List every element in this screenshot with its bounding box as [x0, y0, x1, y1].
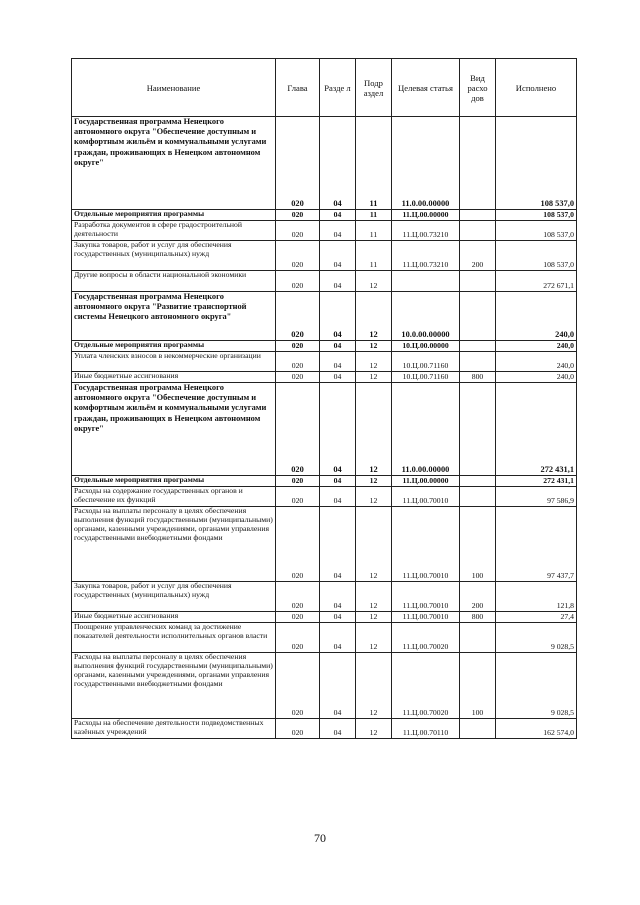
cell-subsection: 11	[356, 117, 392, 210]
cell-target-item: 11.0.00.00000	[392, 117, 460, 210]
cell-section: 04	[320, 612, 356, 623]
cell-executed: 108 537,0	[496, 117, 577, 210]
cell-executed: 108 537,0	[496, 241, 577, 271]
cell-target-item: 11.Ц.00.70020	[392, 623, 460, 653]
cell-expense-type	[460, 719, 496, 739]
cell-name: Государственная программа Ненецкого автономного округа "Обеспечение доступным и комфортным жильём и коммунальными услугами граждан, проживающих в Ненецком автономном округе"	[72, 383, 276, 476]
cell-section: 04	[320, 487, 356, 507]
header-section: Разде л	[320, 59, 356, 117]
cell-target-item: 10.Ц.00.71160	[392, 352, 460, 372]
cell-section: 04	[320, 210, 356, 221]
cell-expense-type	[460, 476, 496, 487]
cell-executed: 240,0	[496, 292, 577, 341]
cell-section: 04	[320, 271, 356, 292]
cell-name: Отдельные мероприятия программы	[72, 341, 276, 352]
table-row	[72, 487, 577, 507]
cell-executed: 97 586,9	[496, 487, 577, 507]
cell-target-item: 11.0.00.00000	[392, 383, 460, 476]
cell-chapter: 020	[276, 352, 320, 372]
cell-executed: 272 431,1	[496, 476, 577, 487]
cell-expense-type	[460, 352, 496, 372]
cell-executed: 162 574,0	[496, 719, 577, 739]
cell-subsection: 12	[356, 653, 392, 719]
header-chapter: Глава	[276, 59, 320, 117]
table-row	[72, 623, 577, 653]
cell-name: Иные бюджетные ассигнования	[72, 612, 276, 623]
cell-expense-type: 100	[460, 507, 496, 582]
cell-section: 04	[320, 507, 356, 582]
header-subsection: Подр аздел	[356, 59, 392, 117]
cell-expense-type	[460, 271, 496, 292]
cell-chapter: 020	[276, 623, 320, 653]
cell-target-item: 10.Ц.00.00000	[392, 341, 460, 352]
cell-executed: 121,8	[496, 582, 577, 612]
cell-section: 04	[320, 241, 356, 271]
cell-expense-type	[460, 383, 496, 476]
cell-section: 04	[320, 341, 356, 352]
cell-name: Отдельные мероприятия программы	[72, 476, 276, 487]
header-target-item: Целевая статья	[392, 59, 460, 117]
table-row	[72, 271, 577, 292]
table-row	[72, 582, 577, 612]
header-expense-type: Вид расхо дов	[460, 59, 496, 117]
table-row	[72, 221, 577, 241]
cell-section: 04	[320, 623, 356, 653]
cell-name: Уплата членских взносов в некоммерческие организации	[72, 352, 276, 372]
table-row	[72, 341, 577, 352]
cell-section: 04	[320, 352, 356, 372]
cell-executed: 240,0	[496, 352, 577, 372]
cell-executed: 272 431,1	[496, 383, 577, 476]
table-row	[72, 653, 577, 719]
cell-name: Государственная программа Ненецкого автономного округа "Обеспечение доступным и комфортным жильём и коммунальными услугами граждан, проживающих в Ненецком автономном округе"	[72, 117, 276, 210]
table-row	[72, 719, 577, 739]
table-row	[72, 476, 577, 487]
cell-target-item: 11.Ц.00.73210	[392, 221, 460, 241]
table-row	[72, 372, 577, 383]
cell-name: Иные бюджетные ассигнования	[72, 372, 276, 383]
table-row	[72, 383, 577, 476]
table-row	[72, 210, 577, 221]
cell-expense-type: 200	[460, 241, 496, 271]
cell-target-item: 11.Ц.00.70020	[392, 653, 460, 719]
cell-subsection: 12	[356, 372, 392, 383]
cell-target-item: 11.Ц.00.70010	[392, 487, 460, 507]
cell-executed: 272 671,1	[496, 271, 577, 292]
cell-chapter: 020	[276, 582, 320, 612]
table-row	[72, 117, 577, 210]
budget-execution-table	[71, 58, 577, 739]
cell-chapter: 020	[276, 383, 320, 476]
cell-chapter: 020	[276, 341, 320, 352]
cell-name: Поощрение управленческих команд за достижение показателей деятельности исполнительных органов власти	[72, 623, 276, 653]
cell-target-item: 11.Ц.00.70110	[392, 719, 460, 739]
cell-section: 04	[320, 292, 356, 341]
cell-subsection: 11	[356, 221, 392, 241]
cell-subsection: 12	[356, 487, 392, 507]
cell-expense-type	[460, 117, 496, 210]
cell-target-item: 11.Ц.00.00000	[392, 476, 460, 487]
cell-target-item	[392, 271, 460, 292]
cell-expense-type: 800	[460, 372, 496, 383]
cell-executed: 240,0	[496, 341, 577, 352]
header-name: Наименование	[72, 59, 276, 117]
page-number: 70	[314, 831, 326, 845]
cell-target-item: 11.Ц.00.70010	[392, 507, 460, 582]
cell-subsection: 12	[356, 476, 392, 487]
cell-subsection: 12	[356, 352, 392, 372]
cell-section: 04	[320, 117, 356, 210]
cell-target-item: 11.Ц.00.70010	[392, 612, 460, 623]
cell-name: Расходы на выплаты персоналу в целях обеспечения выполнения функций государственными (муниципальными) органами, казенными учреждениями, органами управления государственными внебюджетными фондами	[72, 507, 276, 582]
cell-expense-type	[460, 487, 496, 507]
cell-subsection: 12	[356, 612, 392, 623]
table-header-row	[72, 59, 577, 117]
table-body	[72, 117, 577, 739]
cell-section: 04	[320, 372, 356, 383]
cell-section: 04	[320, 582, 356, 612]
cell-expense-type	[460, 292, 496, 341]
cell-name: Закупка товаров, работ и услуг для обеспечения государственных (муниципальных) нужд	[72, 582, 276, 612]
cell-name: Расходы на содержание государственных органов и обеспечение их функций	[72, 487, 276, 507]
cell-expense-type	[460, 210, 496, 221]
cell-executed: 9 028,5	[496, 623, 577, 653]
cell-subsection: 12	[356, 341, 392, 352]
cell-chapter: 020	[276, 653, 320, 719]
cell-section: 04	[320, 719, 356, 739]
cell-target-item: 11.Ц.00.00000	[392, 210, 460, 221]
cell-target-item: 10.0.00.00000	[392, 292, 460, 341]
table-row	[72, 507, 577, 582]
table-row	[72, 292, 577, 341]
cell-chapter: 020	[276, 210, 320, 221]
cell-chapter: 020	[276, 271, 320, 292]
cell-section: 04	[320, 221, 356, 241]
cell-executed: 240,0	[496, 372, 577, 383]
cell-name: Расходы на выплаты персоналу в целях обеспечения выполнения функций государственными (муниципальными) органами, казенными учреждениями, органами управления государственными внебюджетными фондами	[72, 653, 276, 719]
cell-subsection: 11	[356, 241, 392, 271]
cell-name: Расходы на обеспечение деятельности подведомственных казённых учреждений	[72, 719, 276, 739]
cell-expense-type: 100	[460, 653, 496, 719]
cell-chapter: 020	[276, 117, 320, 210]
cell-chapter: 020	[276, 221, 320, 241]
cell-chapter: 020	[276, 487, 320, 507]
cell-name: Отдельные мероприятия программы	[72, 210, 276, 221]
cell-executed: 9 028,5	[496, 653, 577, 719]
cell-expense-type	[460, 623, 496, 653]
cell-executed: 108 537,0	[496, 210, 577, 221]
cell-subsection: 12	[356, 383, 392, 476]
cell-section: 04	[320, 383, 356, 476]
cell-subsection: 11	[356, 210, 392, 221]
cell-expense-type	[460, 341, 496, 352]
cell-section: 04	[320, 476, 356, 487]
cell-name: Государственная программа Ненецкого автономного округа "Развитие транспортной системы Ненецкого автономного округа"	[72, 292, 276, 341]
table-row	[72, 352, 577, 372]
cell-chapter: 020	[276, 372, 320, 383]
cell-name: Другие вопросы в области национальной экономики	[72, 271, 276, 292]
cell-target-item: 11.Ц.00.73210	[392, 241, 460, 271]
cell-expense-type	[460, 221, 496, 241]
cell-subsection: 12	[356, 623, 392, 653]
cell-chapter: 020	[276, 476, 320, 487]
cell-chapter: 020	[276, 241, 320, 271]
cell-subsection: 12	[356, 507, 392, 582]
cell-expense-type: 200	[460, 582, 496, 612]
cell-chapter: 020	[276, 292, 320, 341]
cell-subsection: 12	[356, 271, 392, 292]
cell-subsection: 12	[356, 719, 392, 739]
cell-target-item: 11.Ц.00.70010	[392, 582, 460, 612]
cell-chapter: 020	[276, 719, 320, 739]
cell-target-item: 10.Ц.00.71160	[392, 372, 460, 383]
cell-executed: 27,4	[496, 612, 577, 623]
cell-chapter: 020	[276, 507, 320, 582]
table-row	[72, 612, 577, 623]
cell-subsection: 12	[356, 582, 392, 612]
header-executed: Исполнено	[496, 59, 577, 117]
cell-section: 04	[320, 653, 356, 719]
cell-executed: 97 437,7	[496, 507, 577, 582]
cell-subsection: 12	[356, 292, 392, 341]
cell-name: Закупка товаров, работ и услуг для обеспечения государственных (муниципальных) нужд	[72, 241, 276, 271]
cell-name: Разработка документов в сфере градостроительной деятельности	[72, 221, 276, 241]
cell-expense-type: 800	[460, 612, 496, 623]
cell-chapter: 020	[276, 612, 320, 623]
cell-executed: 108 537,0	[496, 221, 577, 241]
table-row	[72, 241, 577, 271]
